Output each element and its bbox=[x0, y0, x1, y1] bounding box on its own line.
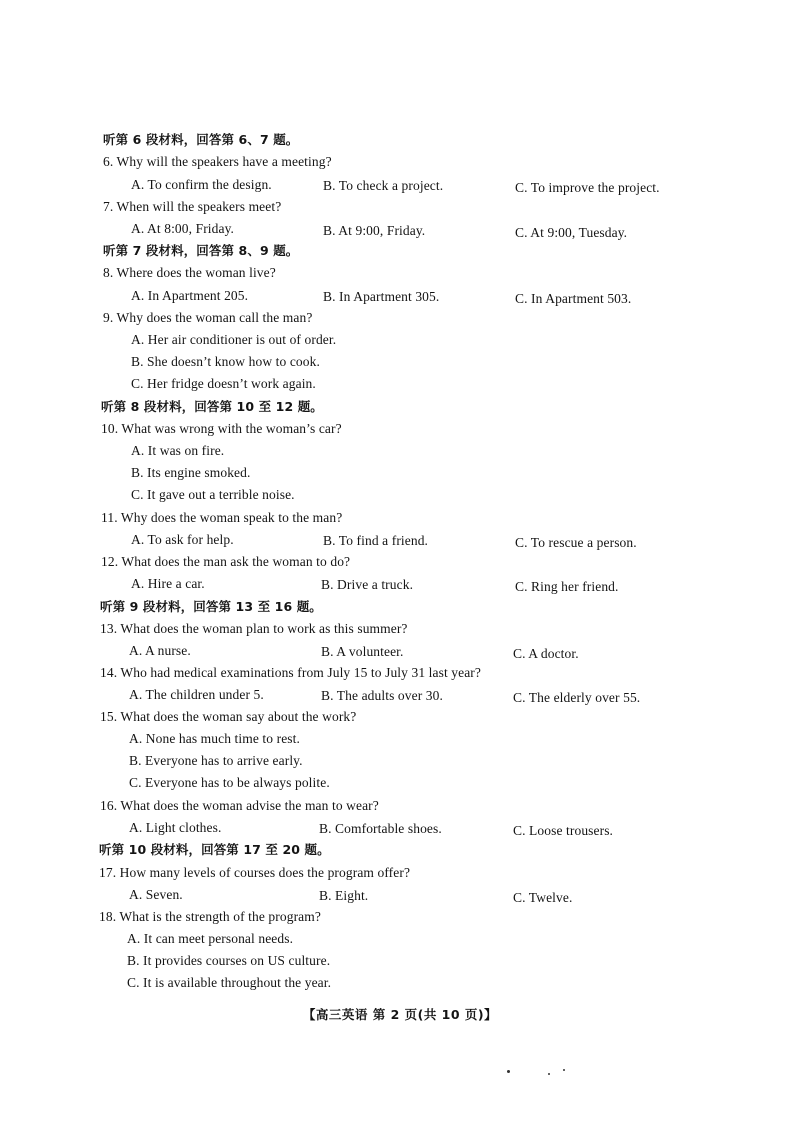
question-11: 11. Why does the woman speak to the man? bbox=[101, 510, 343, 525]
q16-option-c: C. Loose trousers. bbox=[513, 823, 614, 838]
q15-option-b: B. Everyone has to arrive early. bbox=[129, 753, 303, 768]
question-17: 17. How many levels of courses does the program offer? bbox=[99, 865, 411, 880]
q8-option-c: C. In Apartment 503. bbox=[515, 291, 632, 306]
q12-option-b: B. Drive a truck. bbox=[321, 577, 414, 592]
q14-option-c: C. The elderly over 55. bbox=[513, 690, 641, 705]
scan-speck bbox=[563, 1069, 565, 1071]
q11-option-b: B. To find a friend. bbox=[323, 533, 429, 548]
q18-option-a: A. It can meet personal needs. bbox=[127, 931, 294, 946]
q9-option-b: B. She doesn’t know how to cook. bbox=[131, 354, 320, 369]
section-heading-10: 听第 10 段材料，回答第 17 至 20 题。 bbox=[99, 842, 330, 857]
question-8: 8. Where does the woman live? bbox=[103, 265, 276, 280]
question-10: 10. What was wrong with the woman’s car? bbox=[101, 421, 342, 436]
q7-option-a: A. At 8:00, Friday. bbox=[131, 221, 235, 236]
q6-option-b: B. To check a project. bbox=[323, 178, 444, 193]
section-heading-7: 听第 7 段材料，回答第 8、9 题。 bbox=[103, 243, 299, 258]
q11-option-c: C. To rescue a person. bbox=[515, 535, 637, 550]
q16-option-a: A. Light clothes. bbox=[129, 820, 222, 835]
q13-option-c: C. A doctor. bbox=[513, 646, 579, 661]
q6-option-c: C. To improve the project. bbox=[515, 180, 660, 195]
q6-option-a: A. To confirm the design. bbox=[131, 177, 272, 192]
q8-option-b: B. In Apartment 305. bbox=[323, 289, 440, 304]
q17-option-b: B. Eight. bbox=[319, 888, 369, 903]
q11-option-a: A. To ask for help. bbox=[131, 532, 234, 547]
q15-option-a: A. None has much time to rest. bbox=[129, 731, 300, 746]
page-footer: 【高三英语 第 2 页(共 10 页)】 bbox=[302, 1007, 498, 1022]
q12-option-a: A. Hire a car. bbox=[131, 576, 205, 591]
question-12: 12. What does the man ask the woman to do? bbox=[101, 554, 351, 569]
question-16: 16. What does the woman advise the man to wear? bbox=[100, 798, 379, 813]
q13-option-a: A. A nurse. bbox=[129, 643, 191, 658]
q13-option-b: B. A volunteer. bbox=[321, 644, 404, 659]
question-13: 13. What does the woman plan to work as this summer? bbox=[100, 621, 408, 636]
question-9: 9. Why does the woman call the man? bbox=[103, 310, 313, 325]
q15-option-c: C. Everyone has to be always polite. bbox=[129, 775, 330, 790]
scan-speck bbox=[548, 1073, 550, 1075]
q8-option-a: A. In Apartment 205. bbox=[131, 288, 249, 303]
q18-option-b: B. It provides courses on US culture. bbox=[127, 953, 331, 968]
q17-option-c: C. Twelve. bbox=[513, 890, 573, 905]
q14-option-a: A. The children under 5. bbox=[129, 687, 264, 702]
q17-option-a: A. Seven. bbox=[129, 887, 183, 902]
section-heading-6: 听第 6 段材料，回答第 6、7 题。 bbox=[103, 132, 299, 147]
section-heading-8: 听第 8 段材料，回答第 10 至 12 题。 bbox=[101, 399, 323, 414]
question-14: 14. Who had medical examinations from July 15 to July 31 last year? bbox=[100, 665, 481, 680]
q9-option-c: C. Her fridge doesn’t work again. bbox=[131, 376, 316, 391]
question-18: 18. What is the strength of the program? bbox=[99, 909, 321, 924]
q16-option-b: B. Comfortable shoes. bbox=[319, 821, 442, 836]
q7-option-c: C. At 9:00, Tuesday. bbox=[515, 225, 628, 240]
question-7: 7. When will the speakers meet? bbox=[103, 199, 282, 214]
q14-option-b: B. The adults over 30. bbox=[321, 688, 443, 703]
q10-option-a: A. It was on fire. bbox=[131, 443, 225, 458]
scan-speck bbox=[507, 1070, 510, 1073]
q9-option-a: A. Her air conditioner is out of order. bbox=[131, 332, 337, 347]
q12-option-c: C. Ring her friend. bbox=[515, 579, 619, 594]
q18-option-c: C. It is available throughout the year. bbox=[127, 975, 332, 990]
question-6: 6. Why will the speakers have a meeting? bbox=[103, 154, 332, 169]
q10-option-c: C. It gave out a terrible noise. bbox=[131, 487, 295, 502]
q10-option-b: B. Its engine smoked. bbox=[131, 465, 251, 480]
q7-option-b: B. At 9:00, Friday. bbox=[323, 223, 426, 238]
question-15: 15. What does the woman say about the work? bbox=[100, 709, 357, 724]
section-heading-9: 听第 9 段材料，回答第 13 至 16 题。 bbox=[100, 599, 322, 614]
